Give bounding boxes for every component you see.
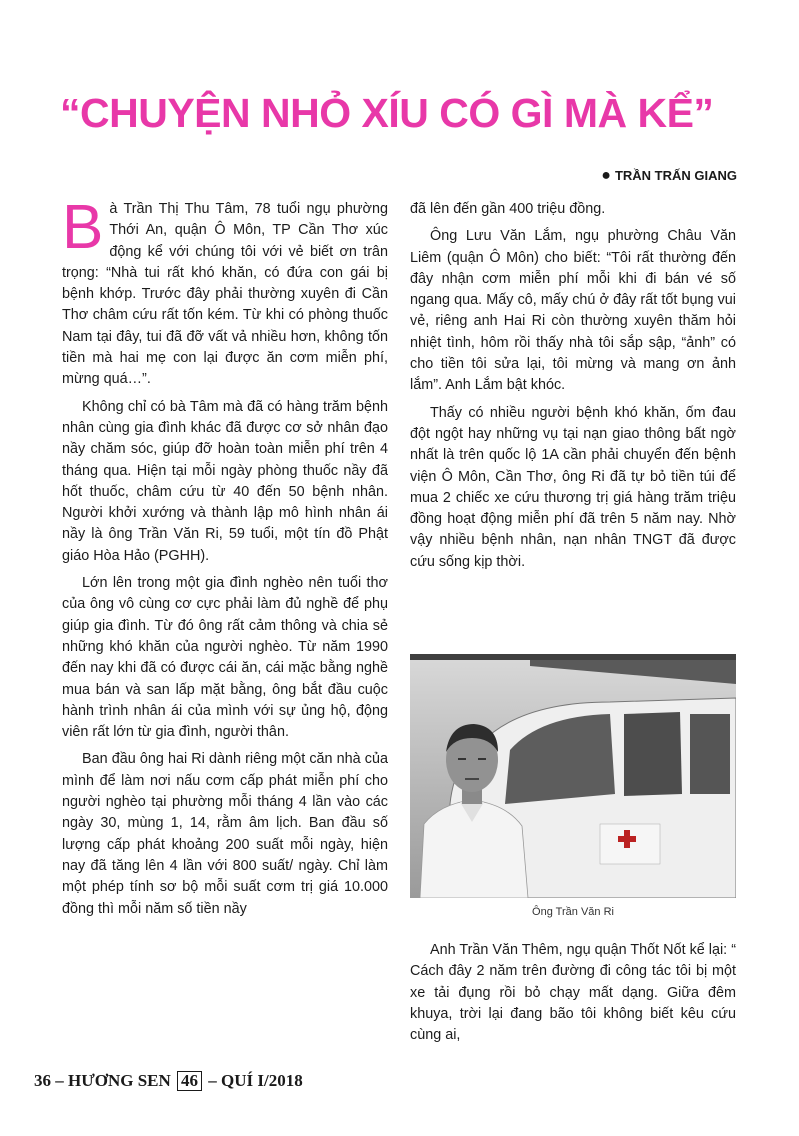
issue-number: 46 bbox=[177, 1071, 202, 1091]
photo-caption: Ông Trần Văn Ri bbox=[532, 906, 614, 918]
page-number: 36 bbox=[34, 1071, 51, 1090]
right-column bbox=[410, 199, 736, 579]
drop-cap: B bbox=[62, 199, 104, 262]
paragraph-5: đã lên đến gần 400 triệu đồng. bbox=[410, 201, 606, 217]
quarter-label: QUÍ I/2018 bbox=[221, 1071, 303, 1090]
bullet-icon: ● bbox=[601, 167, 611, 184]
right-column-bottom bbox=[410, 940, 736, 1052]
author-byline bbox=[601, 167, 737, 185]
author-name: TRẦN TRẤN GIANG bbox=[614, 168, 737, 183]
paragraph-4: Ban đầu ông hai Ri dành riêng một căn nhà của mình để làm nơi nấu cơm cấp phát miễn phí cho người nghèo tại phường mỗi tháng 4 lần vào các ngày 30, mùng 1, 14, rằm âm lịch. Ban đầu số lượng cấp phát khoảng 200 suất mỗi ngày, hiện nay đã tăng lên 4 lần với 800 suất/ ngày. Chỉ làm một phép tính sơ bộ mỗi suất cơm trị giá 10.000 đồng thì mỗi năm số tiền nầy bbox=[62, 751, 388, 917]
footer-dash: – bbox=[208, 1071, 217, 1090]
paragraph-3: Lớn lên trong một gia đình nghèo nên tuổi thơ của ông vô cùng cơ cực phải làm đủ nghề để phụ giúp gia đình. Từ đó ông rất cảm thông và chia sẻ những khó khăn của người nghèo. Từ năm 1990 đến nay khi đã có được cái ăn, cái mặc bằng nghề mua bán và san lấp mặt bằng, ông bắt đầu cuộc hành trình nhân ái của mình với sự ủng hộ, động viên rất lớn từ gia đình, người thân. bbox=[62, 575, 388, 741]
page-footer bbox=[34, 1071, 303, 1091]
paragraph-1 bbox=[62, 199, 388, 391]
photo-tran-van-ri bbox=[410, 654, 736, 898]
paragraph-8: Anh Trần Văn Thêm, ngụ quận Thốt Nốt kể lại: “ Cách đây 2 năm trên đường đi công tác tôi bị một xe tải đụng rồi bỏ chạy mất dạng. Giữa đêm khuya, trời lại đang bão tôi không biết kêu cứu cùng ai, bbox=[410, 942, 736, 1044]
footer-dash: – bbox=[55, 1071, 64, 1090]
article-title: “CHUYỆN NHỎ XÍU CÓ GÌ MÀ KỂ” bbox=[60, 90, 714, 136]
paragraph-7: Thấy có nhiều người bệnh khó khăn, ốm đau đột ngột hay những vụ tại nạn giao thông bất ngờ nhất là trên quốc lộ 1A cần phải chuyển đến bệnh viện Ô Môn, Cần Thơ, ông Ri đã tự bỏ tiền túi để mua 2 chiếc xe cứu thương trị giá hàng trăm triệu đồng hoạt động miễn phí đã trên 5 năm nay. Nhờ vậy nhiều bệnh nhân, nạn nhân TNGT đã được cứu sống kịp thời. bbox=[410, 404, 736, 570]
left-column bbox=[62, 199, 388, 1071]
paragraph-1-text: à Trần Thị Thu Tâm, 78 tuổi ngụ phường Thới An, quận Ô Môn, TP Cần Thơ xúc động kể với chúng tôi với vẻ biết ơn trân trọng: “Nhà tui rất khó khăn, có đứa con gái bị bệnh khớp. Trước đây phải thường xuyên đi Cần Thơ châm cứu rất tốn kém. Từ khi có phòng thuốc Nam tại đây, tui đã đỡ vất vả nhiều hơn, không tốn tiền mà hai mẹ con lại được ăn cơm miễn phí, mừng quá…”. bbox=[62, 201, 388, 388]
paragraph-2: Không chỉ có bà Tâm mà đã có hàng trăm bệnh nhân cùng gia đình khác đã được cơ sở nhân đạo nầy chăm sóc, giúp đỡ hoàn toàn miễn phí trên 4 tháng qua. Hiện tại mỗi ngày phòng thuốc nầy đã hốt thuốc, châm cứu từ 40 đến 50 bệnh nhân. Người khởi xướng và thành lập mô hình nhân ái nầy là ông Trần Văn Ri, 59 tuổi, một tín đồ Phật giáo Hòa Hảo (PGHH). bbox=[62, 398, 388, 564]
paragraph-6: Ông Lưu Văn Lắm, ngụ phường Châu Văn Liêm (quận Ô Môn) cho biết: “Tôi rất thường đến đây nhận cơm miễn phí mỗi khi đi bán vé số ngang qua. Mấy cô, mấy chú ở đây rất tốt bụng vui vẻ, riêng anh Hai Ri còn thường xuyên thăm hỏi nhiệt tình, hôm rồi thấy nhà tôi sắp sập, “ảnh” có cho tiền tôi sửa lại, tôi mừng và mang ơn ảnh lắm”. Anh Lắm bật khóc. bbox=[410, 228, 736, 394]
photo-illustration bbox=[410, 654, 736, 898]
magazine-name: HƯƠNG SEN bbox=[68, 1071, 171, 1090]
